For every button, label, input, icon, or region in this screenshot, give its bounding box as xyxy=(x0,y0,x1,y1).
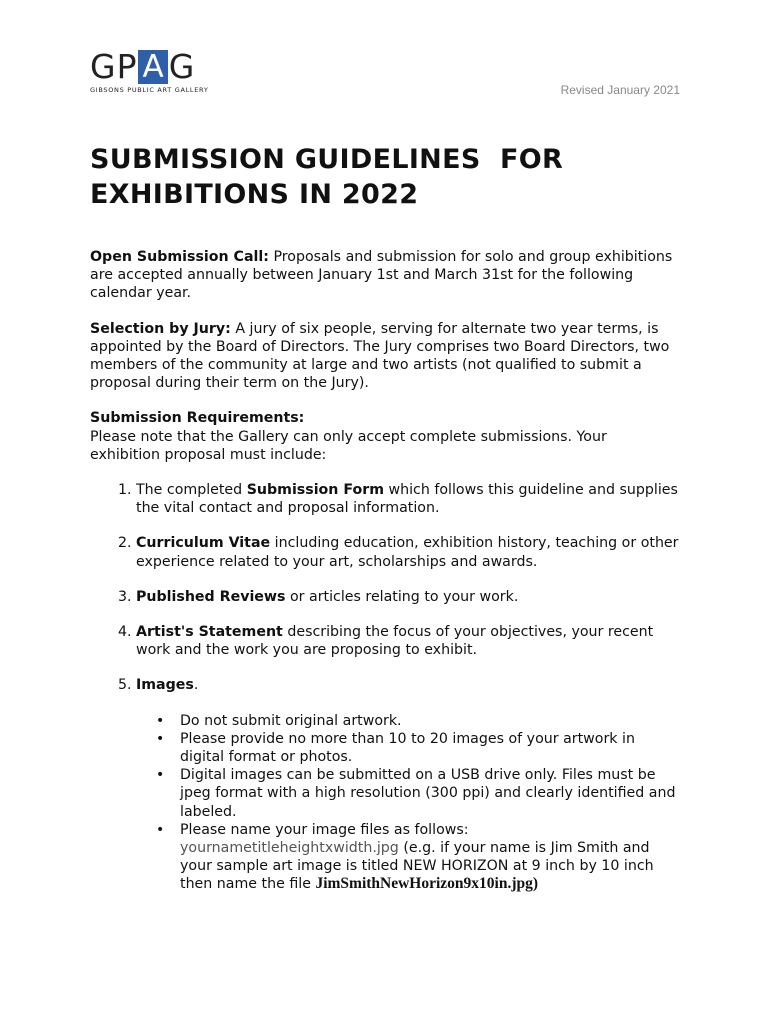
item-bold: Submission Form xyxy=(246,482,384,499)
item-bold: Images xyxy=(136,677,194,694)
bullet-text: Please provide no more than 10 to 20 images of your artwork in digital format or photos. xyxy=(180,730,635,766)
bullet-icon: • xyxy=(156,767,165,784)
gallery-logo xyxy=(90,47,209,94)
item-bold: Artist's Statement xyxy=(136,624,283,641)
jury-heading: Selection by Jury: xyxy=(90,320,231,337)
item-bold: Curriculum Vitae xyxy=(136,535,271,552)
item-text: or articles relating to your work. xyxy=(285,588,519,605)
list-item xyxy=(156,766,680,821)
filename-format: yournametitleheightxwidth.jpg xyxy=(180,840,399,857)
images-bullet-list xyxy=(90,712,680,894)
list-item xyxy=(136,588,680,606)
requirements-heading: Submission Requirements: xyxy=(90,410,305,427)
bullet-text: Do not submit original artwork. xyxy=(180,712,402,729)
open-call-heading: Open Submission Call: xyxy=(90,249,269,265)
item-text: which follows this guideline and supplies the vital contact and proposal information. xyxy=(136,482,678,517)
bullet-text: (e.g. if your name is Jim Smith and your sample art image is titled NEW HORIZON at 9 inch by 10 inch then name the file xyxy=(180,840,654,893)
item-bold: Published Reviews xyxy=(136,588,286,605)
logo-letter-boxed: A xyxy=(138,50,167,84)
logo-letters-right: G xyxy=(168,47,196,86)
logo-subtitle: GIBSONS PUBLIC ART GALLERY xyxy=(90,86,209,94)
document-body xyxy=(90,248,680,911)
logo-mark xyxy=(90,47,200,86)
requirements-paragraph xyxy=(90,409,680,464)
list-item xyxy=(156,730,680,766)
bullet-icon: • xyxy=(156,821,165,838)
list-item xyxy=(136,676,680,893)
list-item xyxy=(136,534,680,570)
jury-paragraph xyxy=(90,320,680,393)
open-call-paragraph xyxy=(90,248,680,303)
item-text: . xyxy=(193,677,199,694)
list-item xyxy=(156,712,680,730)
item-text: The completed xyxy=(136,482,247,499)
item-text: describing the focus of your objectives, your recent work and the work you are proposing to exhibit. xyxy=(136,624,654,659)
requirements-intro: Please note that the Gallery can only accept complete submissions. Your exhibition proposal must include: xyxy=(90,428,607,463)
item-text: including education, exhibition history, teaching or other experience related to your art, scholarships and awards. xyxy=(136,535,679,570)
list-item xyxy=(136,481,680,517)
bullet-text: Please name your image files as follows: xyxy=(180,821,469,838)
bullet-text: Digital images can be submitted on a USB drive only. Files must be jpeg format with a high resolution (300 ppi) and clearly identified and labeled. xyxy=(180,767,676,820)
list-item xyxy=(136,623,680,659)
bullet-icon: • xyxy=(156,712,165,729)
logo-letters-left: GP xyxy=(90,47,138,86)
revised-date: Revised January 2021 xyxy=(560,83,680,97)
bullet-icon: • xyxy=(156,730,165,747)
open-call-text: Proposals and submission for solo and group exhibitions are accepted annually between January 1st and March 31st for the following calendar year. xyxy=(90,249,673,302)
jury-text: A jury of six people, serving for alternate two year terms, is appointed by the Board of Directors. The Jury comprises two Board Directors, two members of the community at large and two artists (not qualified to submit a proposal during their term on the Jury). xyxy=(90,320,670,392)
requirements-list xyxy=(90,481,680,894)
filename-example: JimSmithNewHorizon9x10in.jpg) xyxy=(315,875,539,893)
list-item xyxy=(156,821,680,894)
page-title: SUBMISSION GUIDELINES FOR EXHIBITIONS IN 2022 xyxy=(90,144,564,210)
